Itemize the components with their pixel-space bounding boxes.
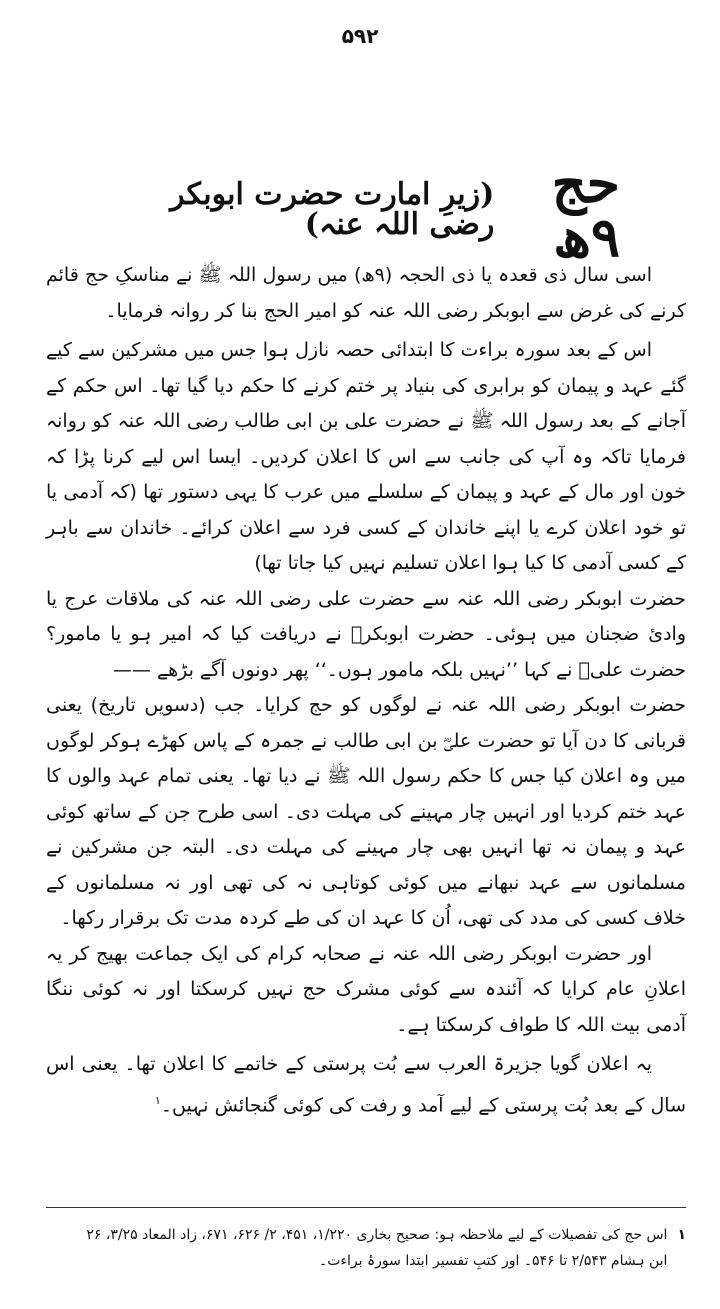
paragraph-2: اس کے بعد سورہ براءت کا ابتدائی حصہ نازل ہوا جس میں مشرکین سے کیے گئے عہد و پیمان کو برابری کی بنیاد پر ختم کرنے کا حکم دیا گیا تھا۔ اس حکم کے آجانے کے بعد رسول اللہ ﷺ نے حضرت علی بن ابی طالب رضی اللہ عنہ کو روانہ فرمایا تاکہ وہ آپ کی جانب سے اس کا اعلان کردیں۔ ایسا اس لیے کرنا پڑا کہ خون اور مال کے عہد و پیمان کے سلسلے میں عرب کا یہی دستور تھا (کہ آدمی یا تو خود اعلان کرے یا اپنے خاندان کے کسی فرد سے اعلان کرائے۔ خاندان سے باہر کے کسی آدمی کا کیا ہوا اعلان تسلیم نہیں کیا جاتا تھا) xyxy=(46,339,686,574)
footnote-marker: ۱ xyxy=(677,1227,686,1243)
footnote-divider xyxy=(46,1207,686,1208)
paragraph-3: حضرت ابوبکر رضی اللہ عنہ سے حضرت علی رضی اللہ عنہ کی ملاقات عرج یا وادیٔ ضجنان میں ہوئی۔ حضرت ابوبکرؓ نے دریافت کیا کہ امیر ہو یا مامور؟ حضرت علیؓ نے کہا ’’نہیں بلکہ مامور ہوں۔‘‘ پھر دونوں آگے بڑھے —— xyxy=(46,587,686,681)
footnote-1 xyxy=(46,1222,686,1274)
footnote-line-2: ابن ہشام ۲/۵۴۳ تا ۵۴۶۔ اور کتبِ تفسیر ابتدا سورۂ براءت۔ xyxy=(319,1253,668,1269)
chapter-title-subtitle: (زیرِ امارت حضرت ابوبکر رضی اللہ عنہ) xyxy=(170,177,495,242)
paragraph-5: اور حضرت ابوبکر رضی اللہ عنہ نے صحابہ کرام کی ایک جماعت بھیج کر یہ اعلانِ عام کرایا کہ آئندہ سے کوئی مشرک حج نہیں کرسکتا اور نہ کوئی ننگا آدمی بیت اللہ کا طواف کرسکتا ہے۔ xyxy=(46,942,686,1036)
chapter-title-main: حج ۹ھ xyxy=(551,151,620,269)
paragraph-4: حضرت ابوبکر رضی اللہ عنہ نے لوگوں کو حج کرایا۔ جب (دسویں تاریخ) یعنی قربانی کا دن آیا تو حضرت علیؓ بن ابی طالب نے جمرہ کے پاس کھڑے ہوکر لوگوں میں وہ اعلان کیا جس کا حکم رسول اللہ ﷺ نے دیا تھا۔ یعنی تمام عہد والوں کا عہد ختم کردیا اور انہیں چار مہینے کی مہلت دی۔ اسی طرح جن کے ساتھ کوئی عہد و پیمان نہ تھا انہیں بھی چار مہینے کی مہلت دی۔ البتہ جن مشرکین نے مسلمانوں سے عہد نبھانے میں کوئی کوتاہی نہ کی تھی اور نہ مسلمانوں کے خلاف کسی کی مدد کی تھی، اُن کا عہد ان کی طے کردہ مدت تک برقرار رکھا۔ xyxy=(46,694,686,929)
paragraph-6 xyxy=(46,1047,686,1123)
footnotes xyxy=(46,1222,686,1274)
paragraph-6-text: یہ اعلان گویا جزیرۃ العرب سے بُت پرستی کے خاتمے کا اعلان تھا۔ یعنی اس سال کے بعد بُت پرستی کے لیے آمد و رفت کی کوئی گنجائش نہیں۔ xyxy=(46,1053,686,1116)
page-number: ۵۹۲ xyxy=(341,24,379,48)
footnote-reference[interactable]: ۱ xyxy=(154,1093,161,1107)
footnote-line-1: اس حج کی تفصیلات کے لیے ملاحظہ ہو: صحیح بخاری ۱/۲۲۰، ۴۵۱، ۲/ ۶۲۶، ۶۷۱، زاد المعاد ۳/۲۵، ۲۶ xyxy=(86,1227,668,1243)
body-text xyxy=(46,258,686,1123)
paragraph-1: اسی سال ذی قعدہ یا ذی الحجہ (۹ھ) میں رسول اللہ ﷺ نے مناسکِ حج قائم کرنے کی غرض سے ابوبکر رضی اللہ عنہ کو امیر الحج بنا کر روانہ فرمایا۔ xyxy=(46,264,686,322)
chapter-title xyxy=(100,151,620,269)
footnote-text xyxy=(86,1222,667,1274)
